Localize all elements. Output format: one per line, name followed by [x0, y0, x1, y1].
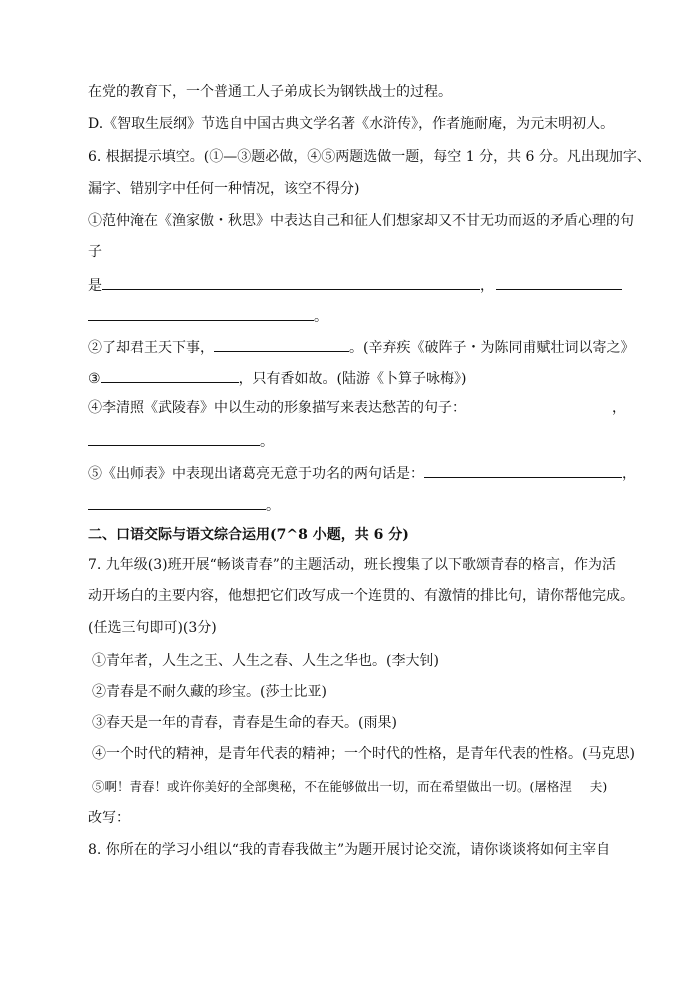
- answer-blank[interactable]: [424, 462, 622, 478]
- text-span: 是: [88, 278, 102, 294]
- question-7-line: 7. 九年级(3)班开展“畅谈青春”的主题活动，班长搜集了以下歌颂青春的格言，作为活: [88, 557, 616, 573]
- quote-item: ④一个时代的精神，是青年代表的精神；一个时代的性格，是青年代表的性格。(马克思): [92, 746, 635, 762]
- answer-blank[interactable]: [102, 274, 480, 290]
- quote-item: [92, 778, 607, 796]
- answer-blank[interactable]: [88, 305, 314, 321]
- question-6-line: 漏字、错别字中任何一种情况，该空不得分): [88, 181, 360, 197]
- section-2-heading: 二、口语交际与语文综合运用(7^8 小题，共 6 分): [88, 527, 409, 543]
- question-7-line: (任选三句即可)(3分): [88, 620, 217, 636]
- answer-blank[interactable]: [214, 336, 349, 352]
- text-span: ，: [622, 466, 636, 482]
- quote-item: ②青春是不耐久藏的珍宝。(莎士比亚): [92, 684, 327, 700]
- quote-item: ①青年者，人生之王、人生之春、人生之华也。(李大钊): [92, 653, 439, 669]
- text-line: 在党的教育下，一个普通工人子弟成长为钢铁战士的过程。: [88, 84, 452, 100]
- question-8-line: 8. 你所在的学习小组以“我的青春我做主”为题开展讨论交流，请你谈谈将如何主宰自: [88, 842, 611, 858]
- text-line: D.《智取生辰纲》节选自中国古典文学名著《水浒传》，作者施耐庵，为元末明初人。: [88, 116, 615, 132]
- text-span: ③: [88, 371, 101, 387]
- quote-item: ③春天是一年的青春，青春是生命的春天。(雨果): [92, 715, 397, 731]
- question-6-item-3: [88, 367, 467, 388]
- text-span: 。: [260, 434, 274, 450]
- question-6-line: 6. 根据提示填空。(①—③题必做，④⑤两题选做一题，每空 1 分，共 6 分。凡出现加字、: [88, 149, 651, 165]
- question-6-item-1: 子: [88, 244, 102, 260]
- question-6-item-4: [88, 399, 626, 417]
- question-6-item-1-blank-line: [88, 274, 622, 295]
- text-span: 夫): [589, 779, 608, 794]
- question-6-item-1-blank-line: [88, 305, 328, 326]
- text-span: ②了却君王天下事，: [88, 340, 214, 356]
- question-6-item-5: [88, 462, 636, 483]
- answer-blank[interactable]: [88, 430, 260, 446]
- text-span: ，: [480, 278, 494, 294]
- answer-blank[interactable]: [101, 367, 239, 383]
- text-span: 。: [314, 309, 328, 325]
- text-span: 。(辛弃疾《破阵子・为陈同甫赋壮词以寄之》: [349, 340, 635, 356]
- text-span: ，只有香如故。(陆游《卜算子咏梅》): [238, 371, 467, 387]
- text-span: ④李清照《武陵春》中以生动的形象描写来表达愁苦的句子：: [88, 400, 466, 416]
- question-6-item-4-blank-line: [88, 430, 274, 451]
- question-7-line: 动开场白的主要内容，他想把它们改写成一个连贯的、有激情的排比句，请你帮他完成。: [88, 588, 634, 604]
- text-span: ⑤啊！青春！或许你美好的全部奥秘，不在能够做出一切，而在希望做出一切。(屠格涅: [92, 779, 572, 794]
- text-span: ⑤《出师表》中表现出诸葛亮无意于功名的两句话是：: [88, 466, 424, 482]
- question-6-item-1: ①范仲淹在《渔家傲・秋思》中表达自己和征人们想家却又不甘无功而返的矛盾心理的句: [88, 213, 634, 229]
- answer-blank[interactable]: [496, 274, 622, 290]
- question-6-item-5-blank-line: [88, 494, 280, 515]
- rewrite-label: 改写：: [88, 810, 130, 826]
- answer-blank[interactable]: [88, 494, 266, 510]
- question-6-item-2: [88, 336, 634, 357]
- text-span: ，: [612, 400, 626, 416]
- text-span: 。: [266, 498, 280, 514]
